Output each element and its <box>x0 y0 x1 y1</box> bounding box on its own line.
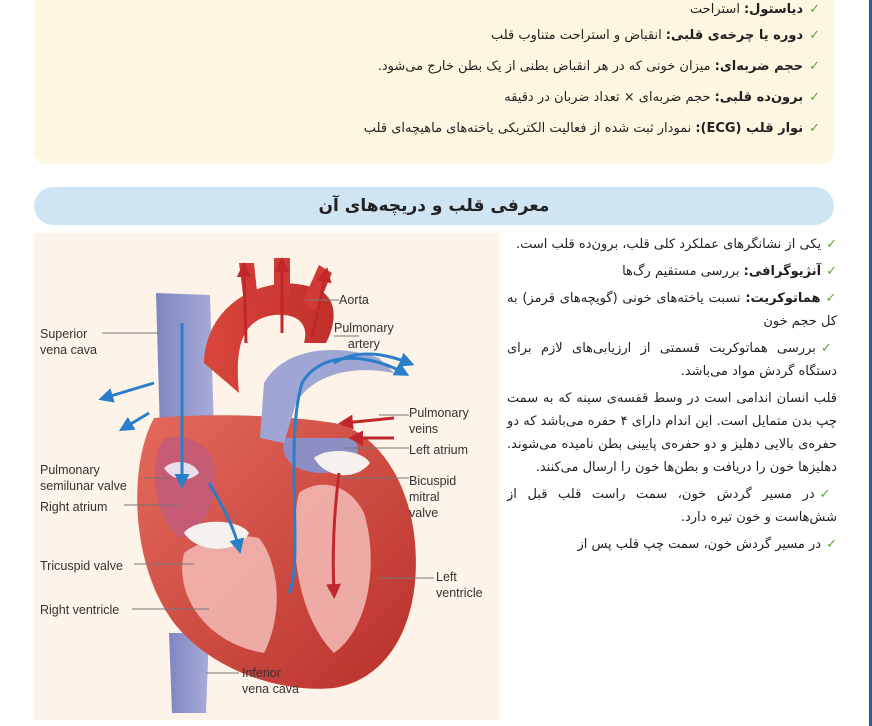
definition-text: میزان خونی که در هر انقباض بطنی از یک بطن خارج می‌شود. <box>377 58 711 74</box>
side-paragraph <box>507 260 837 283</box>
definition-item <box>40 20 820 51</box>
side-text: در مسیر گردش خون، سمت چپ قلب پس از <box>577 537 822 552</box>
side-text-column <box>507 233 837 560</box>
definition-term: دوره یا چرخه‌ی قلبی: <box>665 27 804 43</box>
side-paragraph <box>507 287 837 333</box>
definition-text: استراحت <box>689 2 740 17</box>
definition-term: برون‌ده قلبی: <box>714 89 804 105</box>
definition-item <box>40 51 820 82</box>
side-paragraph <box>507 483 837 529</box>
side-paragraph <box>507 233 837 256</box>
side-text: در مسیر گردش خون، سمت راست قلب قبل از شش‌هاست و خون تیره دارد. <box>507 487 837 525</box>
flow-arrow-aorta-up-1 <box>244 268 246 343</box>
check-icon: ✓ <box>809 27 820 43</box>
section-header <box>34 187 834 225</box>
check-icon: ✓ <box>809 58 820 74</box>
definition-term: حجم ضربه‌ای: <box>714 58 804 74</box>
side-paragraph <box>507 387 837 479</box>
label-pulmonary-semilunar-valve: Pulmonary semilunar valve <box>40 463 127 493</box>
side-term: آنژیوگرافی: <box>743 264 822 279</box>
check-icon: ✓ <box>820 341 837 356</box>
label-inferior-vena-cava: Inferior vena cava <box>242 666 299 696</box>
side-text: یکی از نشانگرهای عملکرد کلی قلب، برون‌ده قلب است. <box>515 237 822 252</box>
side-text: بررسی هماتوکریت قسمتی از ارزیابی‌های لازم برای دستگاه گردش مواد می‌باشد. <box>507 341 837 379</box>
check-icon: ✓ <box>825 291 837 306</box>
label-aorta: Aorta <box>339 293 369 307</box>
side-text: قلب انسان اندامی است در وسط قفسه‌ی سینه که به سمت چپ بدن متمایل است. این اندام دارای ۴ حفره می‌باشد که دو حفره‌ی بالایی دهلیز و دو حفره‌ی پایینی بطن نامیده می‌شوند. دهلیزها خون را دریافت و بطن‌ها خون را ارسال می‌کنند. <box>507 391 837 475</box>
side-text: بررسی مستقیم رگ‌ها <box>622 264 740 279</box>
definition-item <box>40 0 820 20</box>
side-paragraph <box>507 533 837 556</box>
flow-arrow-right-lung-2 <box>124 413 149 428</box>
check-icon: ✓ <box>826 237 837 252</box>
label-right-atrium: Right atrium <box>40 500 108 514</box>
definition-text: نمودار ثبت شده از فعالیت الکتریکی یاخته‌های ماهیچه‌ای قلب <box>363 120 692 136</box>
label-bicuspid-mitral-valve: Bicuspid mitral valve <box>409 474 457 520</box>
side-paragraph <box>507 337 837 383</box>
side-term: هماتوکریت: <box>745 291 821 306</box>
label-left-ventricle: Left ventricle <box>436 570 483 600</box>
definition-text: انقباض و استراحت متناوب قلب <box>490 27 662 43</box>
label-right-ventricle: Right ventricle <box>40 603 120 617</box>
label-left-atrium: Left atrium <box>409 443 469 457</box>
check-icon: ✓ <box>826 264 837 279</box>
definition-item <box>40 82 820 113</box>
side-text: نسبت یاخته‌های خونی (گویچه‌های قرمز) به کل حجم خون <box>507 291 837 329</box>
definition-item <box>40 113 820 144</box>
flow-arrow-right-lung <box>104 383 154 398</box>
definition-text: حجم ضربه‌ای × تعداد ضربان در دقیقه <box>504 89 711 105</box>
check-icon: ✓ <box>809 2 820 17</box>
definitions-box <box>34 0 834 164</box>
definition-term: نوار قلب (ECG): <box>695 120 804 136</box>
definitions-list <box>40 0 820 144</box>
flow-arrow-pulmonary-veins <box>344 418 394 423</box>
check-icon: ✓ <box>809 120 820 136</box>
label-pulmonary-veins: Pulmonary veins <box>409 406 469 436</box>
label-pulmonary-artery: Pulmonary artery <box>334 321 394 351</box>
check-icon: ✓ <box>809 89 820 105</box>
definition-term: دیاستول: <box>743 2 804 17</box>
check-icon: ✓ <box>826 537 837 552</box>
heart-diagram <box>34 233 499 720</box>
check-icon: ✓ <box>819 487 837 502</box>
label-tricuspid-valve: Tricuspid valve <box>40 559 123 573</box>
section-title: معرفی قلب و دریچه‌های آن <box>318 196 550 216</box>
label-superior-vena-cava: Superior vena cava <box>40 327 97 357</box>
